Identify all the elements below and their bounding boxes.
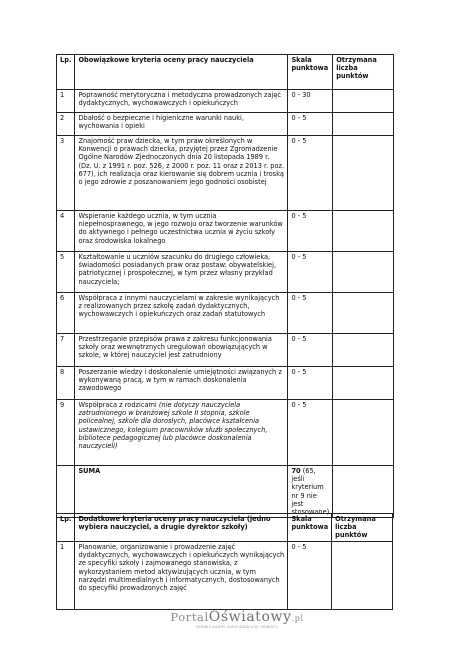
header-scale: Skala punktowa [288,55,333,90]
sum-received[interactable] [333,466,394,518]
row-received[interactable] [333,211,394,252]
row-scale: 0 - 5 [288,293,333,334]
row-received[interactable] [333,90,394,113]
table-row [57,136,394,211]
additional-criteria-table [56,513,393,610]
header-received: Otrzymana liczba punktów [333,55,394,90]
footer-logo [0,606,474,629]
header-scale: Skala punktowa [288,514,332,542]
row-scale: 0 - 5 [288,211,333,252]
row-received[interactable] [333,367,394,400]
sum-row [57,466,394,518]
table-row [57,334,394,367]
row-lp: 7 [57,334,75,367]
row-received[interactable] [333,400,394,466]
row-lp: 9 [57,400,75,466]
row-scale: 0 - 5 [288,252,333,293]
header-criteria: Dodatkowe kryteria oceny pracy nauczyciela (jedno wybiera nauczyciel, a drugie dyrektor szkoły) [75,514,288,542]
table-row [57,367,394,400]
row-criterion: Współpraca z innymi nauczycielami w zakresie wynikających z realizowanych przez szkołę zadań dydaktycznych, wychowawczych i opiekuńczych oraz zadań statutowych [75,293,288,334]
logo-part-portal: Portal [170,610,209,624]
sum-note: (65, jeśli kryterium nr 9 nie jest stosowane) [291,467,330,517]
row-criterion: Planowanie, organizowanie i prowadzenie zajęć dydaktycznych, wychowawczych i opiekuńczych wynikających ze specyfiki szkoły i zajmowanego stanowiska, z wykorzystaniem metod aktywizujących ucznia, w tym narzędzi multimedialnych i informatycznych, dostosowanych do specyfiki prowadzonych zajęć [75,542,288,610]
logo-part-domain: .pl [291,614,304,623]
header-criteria: Obowiązkowe kryteria oceny pracy nauczyciela [75,55,288,90]
row-criterion [75,400,288,466]
row-received[interactable] [333,136,394,211]
row-criterion: Przestrzeganie przepisów prawa z zakresu funkcjonowania szkoły oraz wewnętrznych uregulowań obowiązujących w szkole, w której nauczyciel jest zatrudniony [75,334,288,367]
row-lp: 5 [57,252,75,293]
table-header-row [57,514,393,542]
row-lp: 4 [57,211,75,252]
row-lp: 1 [57,90,75,113]
row-criterion: Kształtowanie u uczniów szacunku do drugiego człowieka, świadomości posiadanych praw oraz postaw: obywatelskiej, patriotycznej i prospołecznej, w tym przez własny przykład nauczyciela; [75,252,288,293]
row-received[interactable] [333,113,394,136]
header-lp: Lp. [57,514,75,542]
logo-part-oswiatowy: Oświatowy [208,609,292,625]
row-lp: 6 [57,293,75,334]
portal-logo[interactable] [170,609,303,625]
header-received: Otrzymana liczba punktów [332,514,393,542]
table-row [57,252,394,293]
row-received[interactable] [333,334,394,367]
row-lp: 1 [57,542,75,610]
row-scale: 0 - 5 [288,542,332,610]
row-scale: 0 - 30 [288,90,333,113]
table-row [57,293,394,334]
table-row [57,211,394,252]
sum-value: 70 [291,467,301,475]
row-received[interactable] [332,542,393,610]
row-lp: 3 [57,136,75,211]
table-row [57,542,393,610]
row-lp: 2 [57,113,75,136]
row-received[interactable] [333,252,394,293]
sum-label: SUMA [75,466,288,518]
criterion-text: Współpraca z rodzicami [78,401,157,409]
mandatory-criteria-table [56,54,394,518]
row-criterion: Poszerzanie wiedzy i doskonalenie umiejętności związanych z wykonywaną pracą, w tym w ramach doskonalenia zawodowego [75,367,288,400]
table-header-row [57,55,394,90]
row-criterion: Wspieranie każdego ucznia, w tym ucznia niepełnosprawnego, w jego rozwoju oraz tworzenie warunków do aktywnego i pełnego uczestnictwa ucznia w życiu szkoły oraz środowiska lokalnego [75,211,288,252]
row-criterion: Dbałość o bezpieczne i higieniczne warunki nauki, wychowania i opieki [75,113,288,136]
table-row [57,113,394,136]
header-lp: Lp. [57,55,75,90]
row-scale: 0 - 5 [288,334,333,367]
row-criterion: Znajomość praw dziecka, w tym praw określonych w Konwencji o prawach dziecka, przyjętej przez Zgromadzenie Ogólne Narodów Zjednoczonych dnia 20 listopada 1989 r. (Dz. U. z 1991 r. poz. 526, z 2000 r. poz. 11 oraz z 2013 r. poz. 677), ich realizacja oraz kierowanie się dobrem ucznia i troską o jego zdrowie z poszanowaniem jego godności osobistej [75,136,288,211]
row-scale: 0 - 5 [288,136,333,211]
criterion-note: (nie dotyczy nauczyciela zatrudnionego w branżowej szkole II stopnia, szkole policealnej, szkole dla dorosłych, placówce kształcenia ustawicznego, kolegium pracowników służb społecznych, bibliotece pedagogicznej lub placówce doskonalenia nauczycieli) [78,401,268,451]
logo-tagline: SERWIS KADRY ZARZĄDZAJĄCEJ OŚWIATĄ [196,625,278,629]
row-received[interactable] [333,293,394,334]
row-scale: 0 - 5 [288,367,333,400]
row-scale: 0 - 5 [288,113,333,136]
row-scale: 0 - 5 [288,400,333,466]
sum-lp [57,466,75,518]
table-row [57,90,394,113]
sum-scale [288,466,333,518]
row-criterion: Poprawność merytoryczna i metodyczna prowadzonych zajęć dydaktycznych, wychowawczych i opiekuńczych [75,90,288,113]
row-lp: 8 [57,367,75,400]
table-row [57,400,394,466]
